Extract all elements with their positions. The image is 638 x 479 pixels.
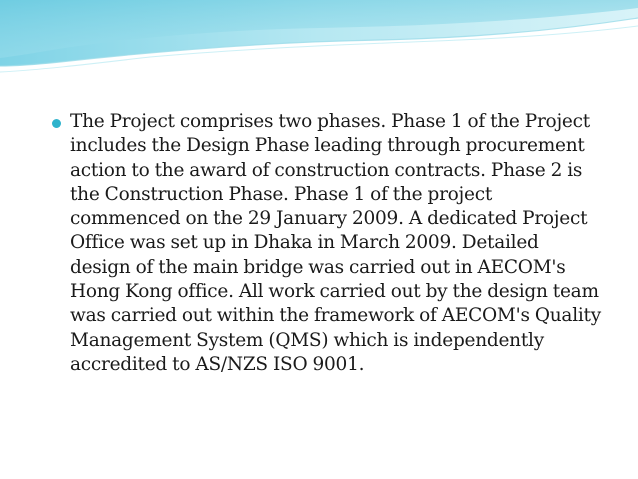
header-wave-decoration — [0, 0, 638, 80]
bullet-item — [52, 110, 604, 377]
bullet-dot-icon — [52, 119, 61, 128]
bullet-text: The Project comprises two phases. Phase 1 of the Project includes the Design Phase leading through procurement action to the award of construction contracts. Phase 2 is the Construction Phase. Phase 1 of the project commenced on the 29 January 2009. A dedicated Project Office was set up in Dhaka in March 2009. Detailed design of the main bridge was carried out in AECOM's Hong Kong office. All work carried out by the design team was carried out within the framework of AECOM's Quality Management System (QMS) which is independently accredited to AS/NZS ISO 9001. — [70, 111, 601, 375]
content-area — [52, 110, 604, 377]
